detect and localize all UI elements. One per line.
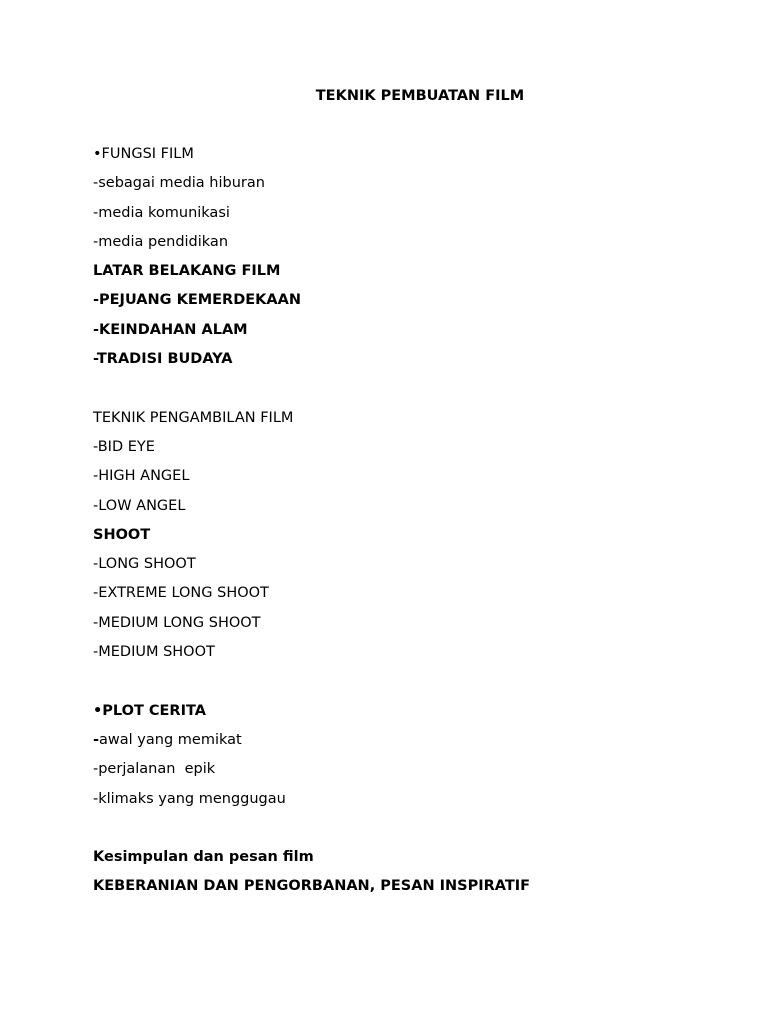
document-body	[93, 145, 733, 907]
blank-line	[93, 379, 733, 408]
section-heading-teknik-pengambilan: TEKNIK PENGAMBILAN FILM	[93, 409, 294, 426]
blank-line	[93, 672, 733, 701]
section-heading-fungsi-film: •FUNGSI FILM	[93, 146, 194, 162]
list-item: -MEDIUM SHOOT	[93, 644, 215, 661]
blank-line	[93, 819, 733, 848]
section-heading-shoot: SHOOT	[93, 526, 151, 543]
list-item: -media pendidikan	[93, 233, 229, 250]
list-item: -HIGH ANGEL	[93, 468, 190, 485]
list-item	[93, 731, 733, 760]
list-item-dash: -	[93, 731, 100, 748]
list-item: -klimaks yang menggugau	[93, 790, 286, 807]
conclusion-text: KEBERANIAN DAN PENGORBANAN, PESAN INSPIRATIF	[93, 878, 531, 895]
list-item: -LOW ANGEL	[93, 497, 186, 514]
section-heading-kesimpulan: Kesimpulan dan pesan film	[93, 849, 314, 866]
list-item: -PEJUANG KEMERDEKAAN	[93, 292, 301, 309]
list-item: -LONG SHOOT	[93, 556, 196, 573]
document-title: TEKNIK PEMBUATAN FILM	[315, 88, 525, 104]
list-item: -perjalanan epik	[93, 761, 216, 778]
list-item: -MEDIUM LONG SHOOT	[93, 614, 261, 631]
list-item: -sebagai media hiburan	[93, 175, 265, 192]
list-item: -KEINDAHAN ALAM	[93, 321, 248, 338]
section-heading-latar-belakang: LATAR BELAKANG FILM	[93, 263, 281, 280]
list-item: -media komunikasi	[93, 204, 230, 221]
list-item-text: awal yang memikat	[99, 731, 242, 748]
list-item: -TRADISI BUDAYA	[93, 351, 233, 368]
list-item: -EXTREME LONG SHOOT	[93, 585, 269, 602]
list-item: -BID EYE	[93, 438, 155, 455]
section-heading-plot-cerita: •PLOT CERITA	[93, 702, 206, 719]
